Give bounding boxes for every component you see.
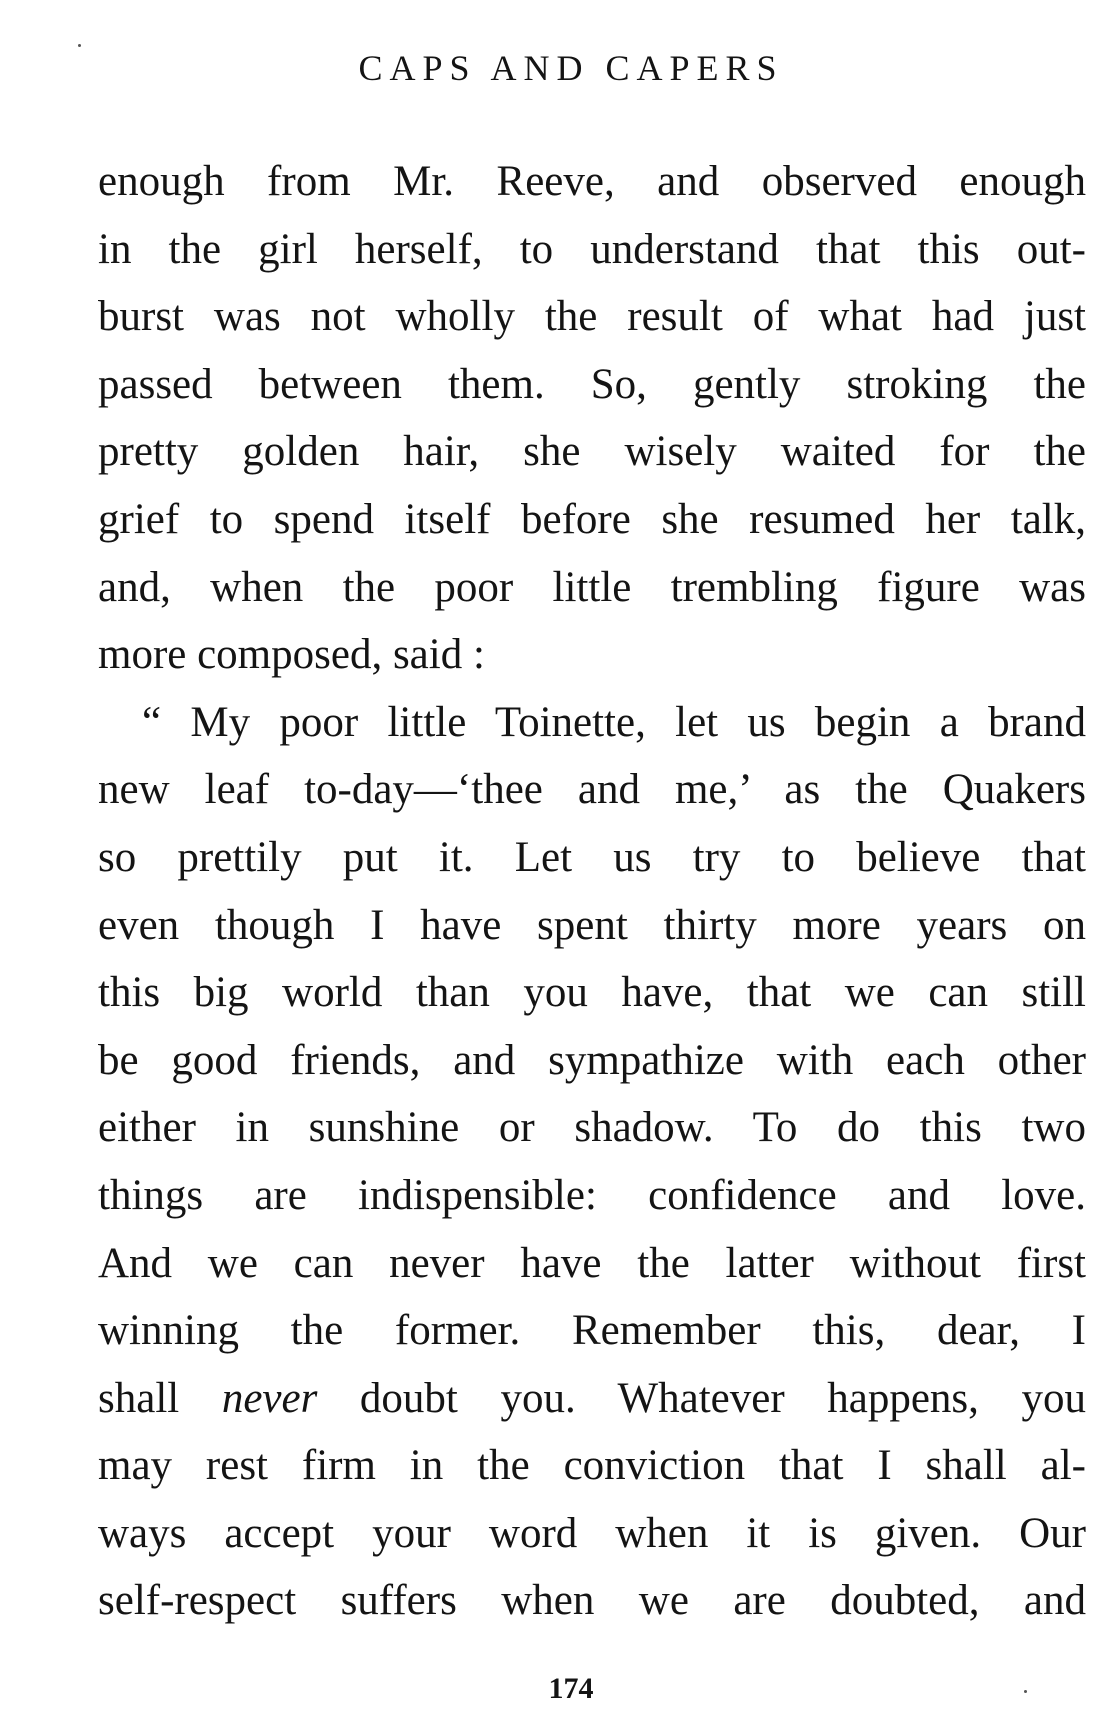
paragraph	[98, 689, 1086, 1635]
text-line: this big world than you have, that we can still	[98, 969, 1086, 1017]
text-line: even though I have spent thirty more years on	[98, 901, 1086, 949]
text-segment: doubt you. Whatever happens, you	[317, 1374, 1086, 1422]
text-line: be good friends, and sympathize with each other	[98, 1036, 1086, 1084]
text-segment: shall	[98, 1374, 222, 1422]
text-line: either in sunshine or shadow. To do this two	[98, 1104, 1086, 1152]
emphasized-word: never	[221, 1374, 318, 1422]
text-line: passed between them. So, gently stroking the	[98, 360, 1086, 408]
text-line: grief to spend itself before she resumed her talk,	[98, 495, 1086, 543]
page-number: 174	[548, 1672, 594, 1705]
text-line: burst was not wholly the result of what had just	[98, 293, 1086, 341]
text-line: “ My poor little Toinette, let us begin a brand	[142, 698, 1086, 746]
text-line: pretty golden hair, she wisely waited for the	[98, 428, 1086, 476]
text-line: ways accept your word when it is given. Our	[98, 1509, 1086, 1557]
text-line: And we can never have the latter without first	[98, 1239, 1086, 1287]
running-head: CAPS AND CAPERS	[358, 48, 784, 88]
paragraph	[98, 148, 1086, 689]
text-line: things are indispensible: confidence and love.	[98, 1171, 1086, 1219]
text-line: may rest firm in the conviction that I shall al-	[98, 1442, 1086, 1490]
body-text	[98, 148, 1086, 1635]
text-line: so prettily put it. Let us try to believe that	[98, 833, 1086, 881]
text-line: self-respect suffers when we are doubted, and	[98, 1577, 1086, 1625]
text-line: more composed, said :	[98, 631, 485, 679]
text-line	[98, 1365, 1086, 1433]
text-line: and, when the poor little trembling figure was	[98, 563, 1086, 611]
text-line: in the girl herself, to understand that this out-	[98, 225, 1086, 273]
text-line: enough from Mr. Reeve, and observed enough	[98, 158, 1086, 205]
text-line: new leaf to-day—‘thee and me,’ as the Quakers	[98, 766, 1086, 814]
text-line: winning the former. Remember this, dear, I	[98, 1307, 1086, 1355]
paper-speck	[78, 44, 81, 47]
